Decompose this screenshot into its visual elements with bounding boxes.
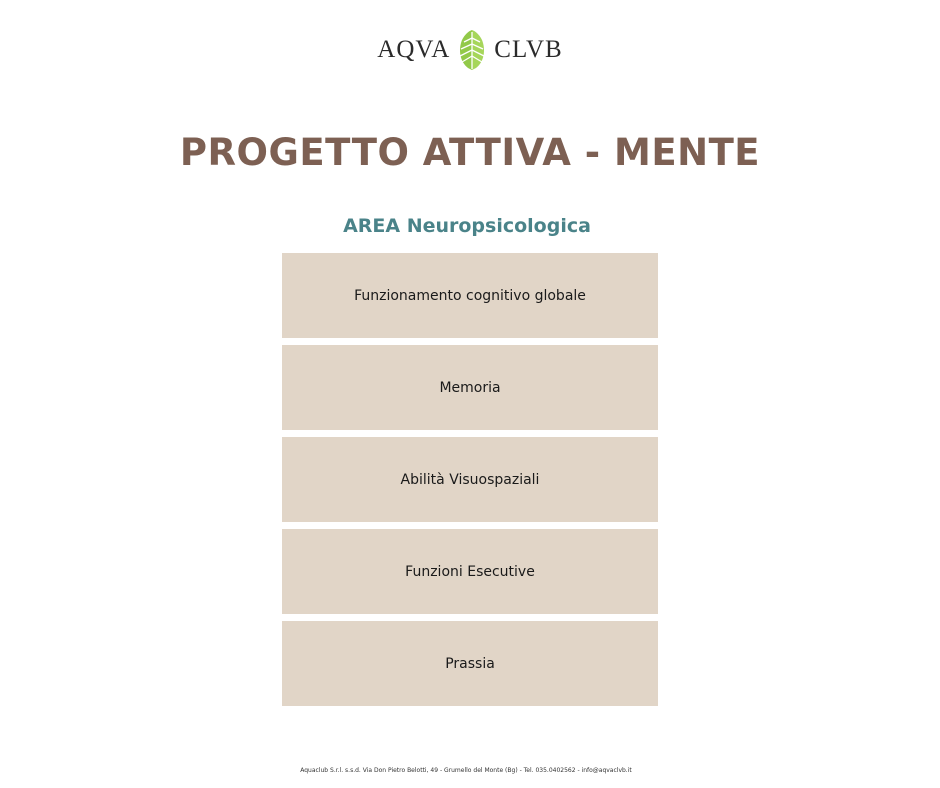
page-title: PROGETTO ATTIVA - MENTE xyxy=(179,131,761,174)
area-list xyxy=(282,253,658,713)
area-item-memoria[interactable]: Memoria xyxy=(282,345,658,430)
brand-logo xyxy=(0,28,940,72)
logo-right-word: CLVB xyxy=(494,36,563,63)
logo-left-word: AQVA xyxy=(377,36,451,63)
section-subtitle: AREA Neuropsicologica xyxy=(343,215,591,237)
footer-contact: Aquaclub S.r.l. s.s.d. Via Don Pietro Belotti, 49 - Grumello del Monte (Bg) - Tel. 035.0402562 - info@aqvaclvb.it xyxy=(300,767,632,774)
area-item-funzionamento-cognitivo[interactable]: Funzionamento cognitivo globale xyxy=(282,253,658,338)
area-item-funzioni-esecutive[interactable]: Funzioni Esecutive xyxy=(282,529,658,614)
area-item-prassia[interactable]: Prassia xyxy=(282,621,658,706)
area-item-abilita-visuospaziali[interactable]: Abilità Visuospaziali xyxy=(282,437,658,522)
leaf-icon xyxy=(454,28,490,72)
